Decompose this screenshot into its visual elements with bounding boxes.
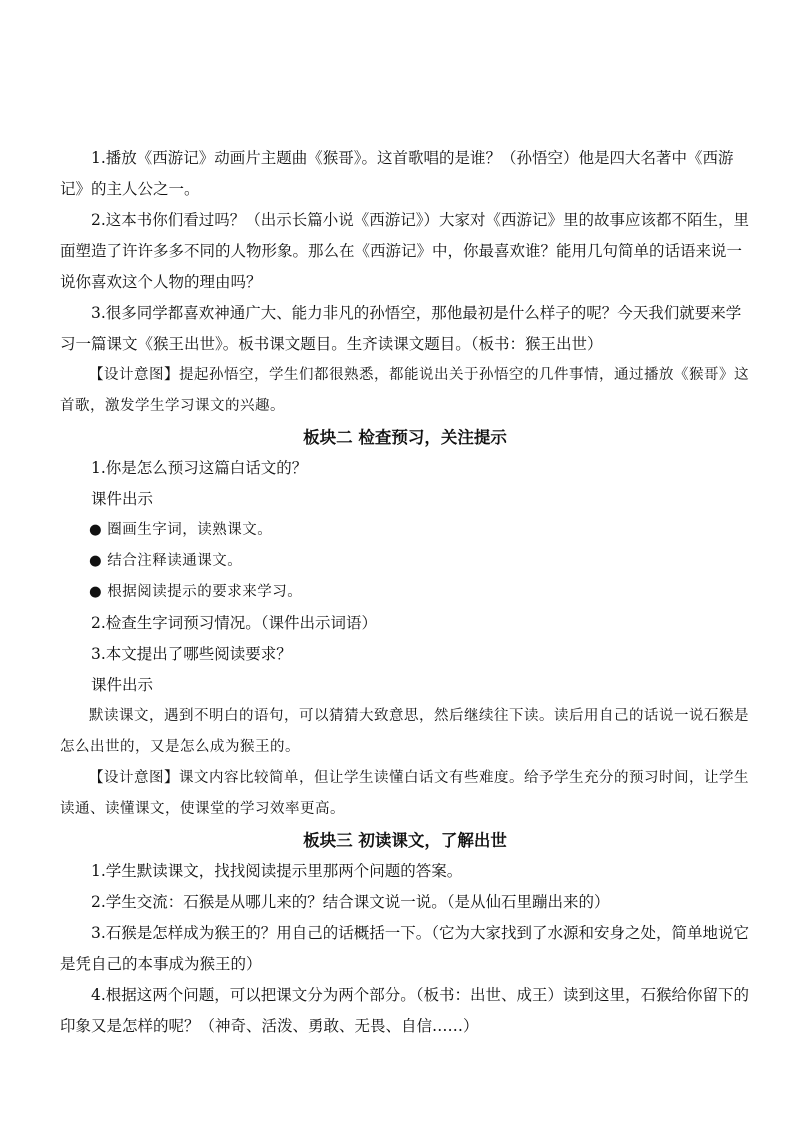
step-4: 4.根据这两个问题，可以把课文分为两个部分。（板书：出世、成王）读到这里，石猴给你留下的印象又是怎样的呢？（神奇、活泼、勇敢、无畏、自信……） (60, 986, 750, 1035)
design-intent-2: 【设计意图】课文内容比较简单，但让学生读懂白话文有些难度。给予学生充分的预习时间，让学生读通、读懂课文，使课堂的学习效率更高。 (60, 770, 749, 817)
step-3: 3.石猴是怎样成为猴王的？用自己的话概括一下。（它为大家找到了水源和安身之处，简单地说它是凭自己的本事成为猴王的） (60, 924, 750, 973)
step-2: 2.学生交流：石猴是从哪儿来的？结合课文说一说。（是从仙石里蹦出来的） (91, 893, 610, 911)
bullet-item: ● 圈画生字词，读熟课文。 (89, 522, 273, 538)
courseware-label-1: 课件出示 (91, 490, 154, 508)
step-1: 1.学生默读课文，找找阅读提示里那两个问题的答案。 (91, 862, 463, 880)
design-intent-1: 【设计意图】提起孙悟空，学生们都很熟悉，都能说出关于孙悟空的几件事情，通过播放《猴哥》这首歌，激发学生学习课文的兴趣。 (60, 367, 749, 414)
question-1: 1.你是怎么预习这篇白话文的？ (91, 459, 308, 477)
paragraph-1: 1.播放《西游记》动画片主题曲《猴哥》。这首歌唱的是谁？（孙悟空）他是四大名著中《西游记》的主人公之一。 (60, 149, 734, 198)
question-3: 3.本文提出了哪些阅读要求？ (91, 645, 292, 663)
courseware-label-2: 课件出示 (91, 676, 154, 694)
document-page (60, 143, 750, 1042)
paragraph-2: 2.这本书你们看过吗？（出示长篇小说《西游记》）大家对《西游记》里的故事应该都不陌生，里面塑造了许许多多不同的人物形象。那么在《西游记》中，你最喜欢谁？能用几句简单的话语来说一说你喜欢这个人物的理由吗？ (60, 211, 750, 291)
question-2: 2.检查生字词预习情况。（课件出示词语） (91, 614, 378, 632)
paragraph-3: 3.很多同学都喜欢神通广大、能力非凡的孙悟空，那他最初是什么样子的呢？今天我们就要来学习一篇课文《猴王出世》。板书课文题目。生齐读课文题目。（板书：猴王出世） (60, 304, 742, 353)
bullet-item: ● 根据阅读提示的要求来学习。 (89, 584, 303, 600)
section-title-3: 板块三 初读课文，了解出世 (303, 831, 507, 850)
section-title-2: 板块二 检查预习，关注提示 (303, 428, 507, 447)
bullet-item: ● 结合注释读通课文。 (89, 553, 243, 569)
reading-requirement: 默读课文，遇到不明白的语句，可以猜猜大致意思，然后继续往下读。读后用自己的话说一说石猴是怎么出世的，又是怎么成为猴王的。 (60, 708, 749, 755)
